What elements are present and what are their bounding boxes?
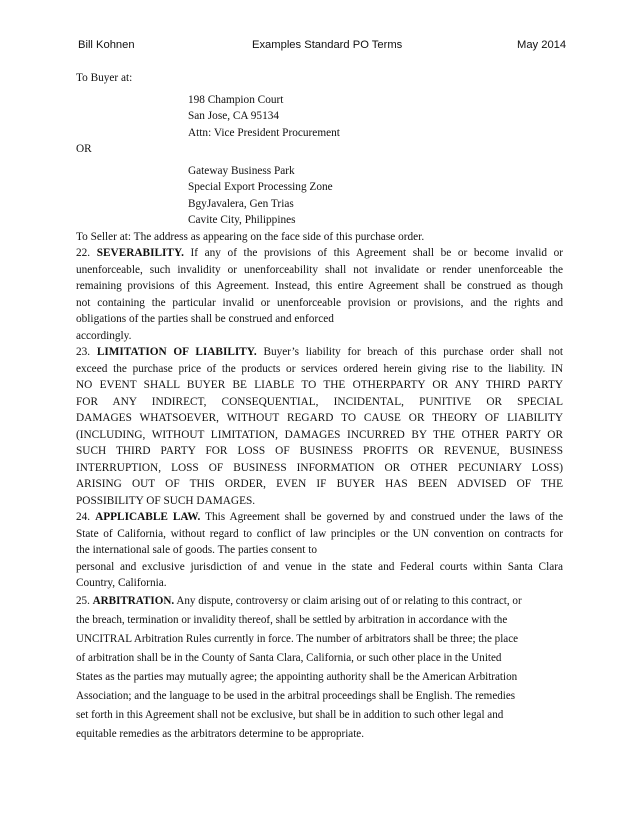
severability-clause-line: remaining provisions of this Agreement. Instead, this entire Agreement shall be construed as though	[76, 280, 563, 292]
seller-address: To Seller at: The address as appearing on the face side of this purchase order.	[76, 230, 425, 243]
severability-clause-line: unenforceable, such invalidity or unenforceability shall not invalidate or render unenforceable the	[76, 263, 563, 276]
severability-clause-line: obligations of the parties shall be construed and enforced	[76, 313, 334, 325]
applicable-law-clause-line	[76, 509, 563, 526]
liability-clause-line: FOR ANY INDIRECT, CONSEQUENTIAL, INCIDENTAL, PUNITIVE OR SPECIAL	[76, 395, 563, 408]
buyer-label: To Buyer at:	[76, 72, 133, 84]
section-number: 24.	[76, 511, 91, 523]
applicable-law-clause-line: State of California, without regard to conflict of law principles or the UN convention on contracts for	[76, 527, 563, 540]
section-title: APPLICABLE LAW.	[95, 511, 201, 523]
liability-clause-line: NO EVENT SHALL BUYER BE LIABLE TO THE OTHERPARTY OR ANY THIRD PARTY	[76, 379, 563, 391]
liability-clause-line: DAMAGES WHATSOEVER, WITHOUT REGARD TO CAUSE OR THEORY OF LIABILITY	[76, 412, 563, 424]
liability-clause-line	[76, 344, 563, 361]
section-title: SEVERABILITY.	[96, 247, 184, 259]
applicable-law-clause-line: personal and exclusive jurisdiction of and venue in the state and Federal courts within Santa Clara	[76, 560, 563, 573]
clause-text: Buyer’s liability for breach of this purchase order shall not	[263, 346, 564, 358]
section-number: 23.	[76, 346, 91, 358]
section-number: 25.	[76, 594, 90, 607]
buyer-alt-address-line: Special Export Processing Zone	[188, 181, 333, 193]
section-title: ARBITRATION.	[92, 594, 175, 607]
arbitration-clause-line: set forth in this Agreement shall not be exclusive, but shall be in addition to such other legal and	[76, 708, 504, 721]
header-title: Examples Standard PO Terms	[252, 39, 403, 51]
liability-clause-line: SUCH THIRD PARTY FOR LOSS OF BUSINESS PROFITS OR REVENUE, BUSINESS	[76, 445, 563, 457]
arbitration-clause-line: the breach, termination or invalidity thereof, shall be settled by arbitration in accordance with the	[76, 613, 508, 626]
buyer-alt-address-line: BgyJavalera, Gen Trias	[188, 197, 294, 210]
clause-text: This Agreement shall be governed by and construed under the laws of the	[205, 511, 563, 523]
severability-clause-line: not containing the particular invalid or unenforceable provision or provisions, and the rights and	[76, 296, 563, 309]
buyer-address-line: Attn: Vice President Procurement	[188, 126, 340, 139]
severability-clause-line: accordingly.	[76, 329, 132, 342]
liability-clause-line: exceed the purchase price of the products or services ordered herein giving rise to the liability. IN	[76, 362, 563, 375]
arbitration-clause-line	[76, 592, 563, 611]
arbitration-clause-line: Association; and the language to be used in the arbitral proceedings shall be English. The remedies	[76, 689, 516, 702]
clause-text: If any of the provisions of this Agreement shall be or become invalid or	[190, 247, 564, 259]
or-separator: OR	[76, 143, 92, 155]
applicable-law-clause-line: Country, California.	[76, 577, 167, 589]
arbitration-clause-line: of arbitration shall be in the County of Santa Clara, California, or such other place in the United	[76, 651, 502, 664]
arbitration-clause-line: equitable remedies as the arbitrators determine to be appropriate.	[76, 727, 365, 740]
severability-clause-line	[76, 245, 563, 262]
buyer-address-line: 198 Champion Court	[188, 93, 284, 106]
section-number: 22.	[76, 247, 91, 259]
header-author: Bill Kohnen	[78, 39, 135, 51]
header-date: May 2014	[517, 39, 567, 51]
liability-clause-line: POSSIBILITY OF SUCH DAMAGES.	[76, 494, 256, 507]
applicable-law-clause-line: the international sale of goods. The parties consent to	[76, 544, 318, 556]
liability-clause-line: ARISING OUT OF THIS ORDER, EVEN IF BUYER HAS BEEN ADVISED OF THE	[76, 478, 563, 490]
buyer-alt-address-line: Gateway Business Park	[188, 164, 295, 177]
buyer-address-line: San Jose, CA 95134	[188, 110, 280, 122]
section-title: LIMITATION OF LIABILITY.	[96, 346, 257, 358]
buyer-alt-address-line: Cavite City, Philippines	[188, 214, 296, 226]
arbitration-clause-line: UNCITRAL Arbitration Rules currently in force. The number of arbitrators shall be three; the place	[76, 632, 519, 645]
arbitration-clause-line: States as the parties may mutually agree; the appointing authority shall be the American Arbitration	[76, 670, 518, 683]
liability-clause-line: INTERRUPTION, LOSS OF BUSINESS INFORMATION OR OTHER PECUNIARY LOSS)	[76, 461, 563, 474]
document-body	[76, 70, 563, 744]
liability-clause-line: (INCLUDING, WITHOUT LIMITATION, DAMAGES INCURRED BY THE OTHER PARTY OR	[76, 428, 563, 441]
clause-text: Any dispute, controversy or claim arising out of or relating to this contract, or	[176, 594, 522, 607]
